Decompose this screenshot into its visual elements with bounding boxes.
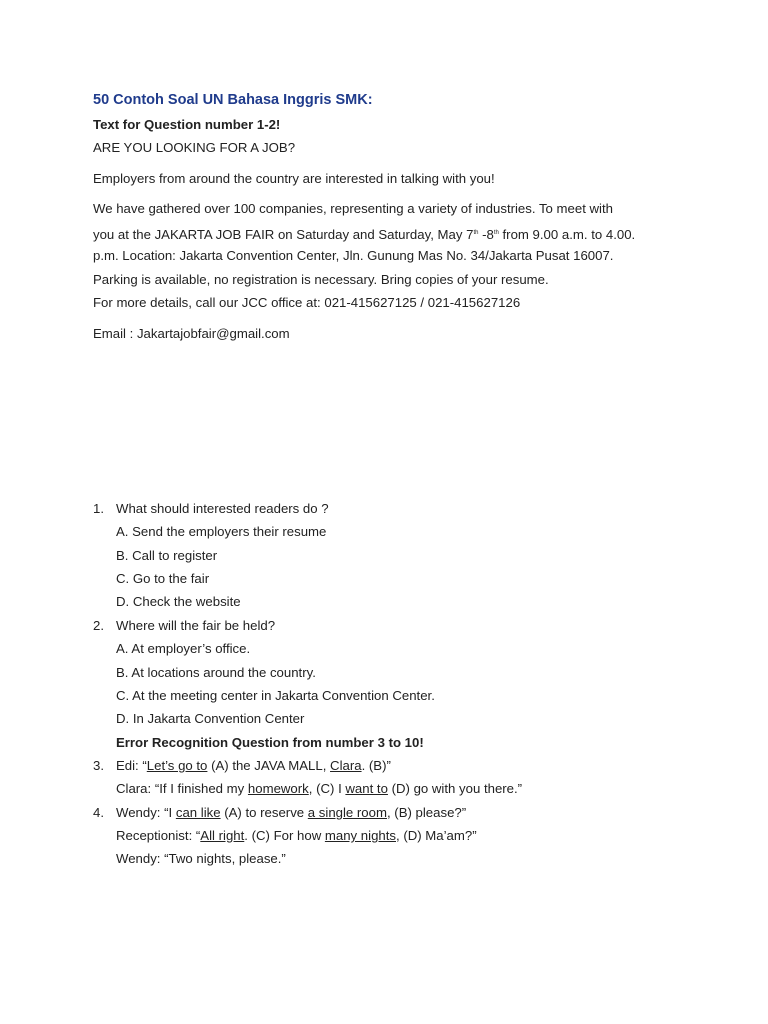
- ad-paragraph-line-1: We have gathered over 100 companies, representing a variety of industries. To meet with: [93, 201, 613, 216]
- ad-paragraph-line-3: p.m. Location: Jakarta Convention Center, Jln. Gunung Mas No. 34/Jakarta Pusat 16007.: [93, 248, 614, 263]
- para-l2-sup-1: th: [473, 230, 479, 236]
- question-4-line-1: [116, 804, 466, 822]
- para-l2-sup-2: th: [493, 230, 499, 236]
- underlined-choice-d: many nights: [324, 828, 396, 843]
- option-d: D. In Jakarta Convention Center: [116, 711, 305, 726]
- ad-intro: Employers from around the country are interested in talking with you!: [93, 171, 495, 186]
- option-d: D. Check the website: [116, 594, 241, 609]
- underlined-choice-a: can like: [175, 805, 221, 820]
- question-3-line-2: [116, 780, 522, 798]
- ad-email: Email : Jakartajobfair@gmail.com: [93, 326, 290, 341]
- question-number: 4.: [93, 805, 104, 820]
- text-segment: . (C) For how: [244, 828, 325, 843]
- ad-heading: ARE YOU LOOKING FOR A JOB?: [93, 140, 296, 155]
- question-number: 3.: [93, 758, 104, 773]
- ad-paragraph-line-2: [93, 224, 635, 244]
- error-recognition-heading: Error Recognition Question from number 3 to 10!: [116, 735, 424, 750]
- text-segment: . (B)”: [361, 758, 391, 773]
- question-text: Where will the fair be held?: [116, 618, 276, 633]
- para-l2-a: you at the JAKARTA JOB FAIR on Saturday and Saturday, May 7: [93, 227, 474, 242]
- document-title: 50 Contoh Soal UN Bahasa Inggris SMK:: [93, 92, 373, 108]
- option-c: C. At the meeting center in Jakarta Convention Center.: [116, 688, 435, 703]
- question-4-line-2: [116, 827, 477, 845]
- option-b: B. Call to register: [116, 548, 218, 563]
- text-segment: Clara: “If I finished my: [116, 781, 248, 796]
- underlined-choice-b: a single room: [307, 805, 387, 820]
- underlined-choice-b: Clara: [330, 758, 362, 773]
- text-segment: , (C) I: [308, 781, 346, 796]
- text-segment: Wendy: “I: [116, 805, 176, 820]
- question-number: 1.: [93, 501, 104, 516]
- ad-paragraph-line-4: Parking is available, no registration is necessary. Bring copies of your resume.: [93, 272, 549, 287]
- text-segment: , (B) please?”: [386, 805, 467, 820]
- text-segment: , (D) Ma’am?”: [396, 828, 477, 843]
- option-a: A. Send the employers their resume: [116, 524, 327, 539]
- underlined-choice-c: All right: [200, 828, 245, 843]
- underlined-choice-d: want to: [345, 781, 388, 796]
- text-segment: (D) go with you there.”: [387, 781, 523, 796]
- question-4-line-3: Wendy: “Two nights, please.”: [116, 851, 286, 866]
- text-segment: Receptionist: “: [116, 828, 201, 843]
- para-l2-c: from 9.00 a.m. to 4.00.: [498, 227, 636, 242]
- underlined-choice-c: homework: [247, 781, 309, 796]
- question-3-line-1: [116, 757, 391, 775]
- option-a: A. At employer’s office.: [116, 641, 251, 656]
- text-heading: Text for Question number 1-2!: [93, 117, 281, 132]
- text-segment: Edi: “: [116, 758, 147, 773]
- text-segment: (A) the JAVA MALL,: [207, 758, 331, 773]
- option-c: C. Go to the fair: [116, 571, 210, 586]
- ad-paragraph-line-5: For more details, call our JCC office at: 021-415627125 / 021-415627126: [93, 295, 521, 310]
- question-number: 2.: [93, 618, 104, 633]
- option-b: B. At locations around the country.: [116, 665, 316, 680]
- question-text: What should interested readers do ?: [116, 501, 329, 516]
- underlined-choice-a: Let’s go to: [146, 758, 208, 773]
- text-segment: (A) to reserve: [220, 805, 308, 820]
- para-l2-b: -8: [478, 227, 494, 242]
